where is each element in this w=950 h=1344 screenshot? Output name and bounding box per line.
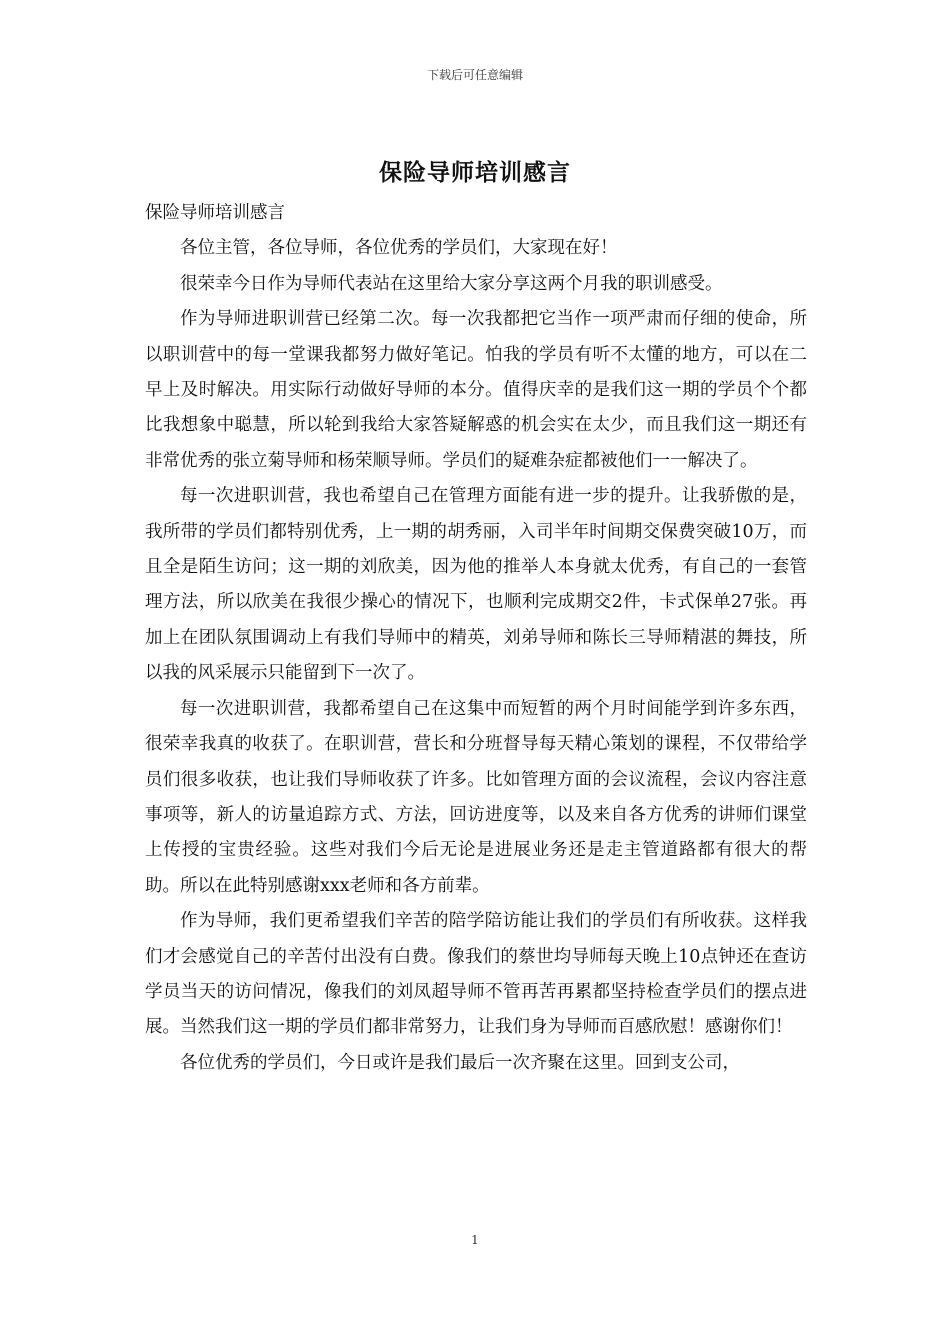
paragraph-intro: 很荣幸今日作为导师代表站在这里给大家分享这两个月我的职训感受。 bbox=[180, 273, 723, 294]
page-number: 1 bbox=[471, 1233, 479, 1247]
document-title: 保险导师培训感言 bbox=[379, 159, 571, 186]
document-body bbox=[145, 196, 807, 1081]
paragraph-mentor-role: 作为导师进职训营已经第二次。每一次我都把它当作一项严肃而仔细的使命，所以职训营中的每一堂课我都努力做好笔记。怕我的学员有听不太懂的地方，可以在二早上及时解决。用实际行动做好导师的本分。值得庆幸的是我们这一期的学员个个都比我想象中聪慧，所以轮到我给大家答疑解惑的机会实在太少，而且我们这一期还有非常优秀的张立菊导师和杨荣顺导师。学员们的疑难杂症都被他们一一解决了。 bbox=[145, 309, 807, 471]
header-note: 下载后可任意编辑 bbox=[426, 68, 523, 82]
paragraph-dedication: 作为导师，我们更希望我们辛苦的陪学陪访能让我们的学员们有所收获。这样我们才会感觉自己的辛苦付出没有白费。像我们的蔡世均导师每天晚上10点钟还在查访学员当天的访问情况，像我们的刘凤超导师不管再苦再累都坚持检查学员们的摆点进展。当然我们这一期的学员们都非常努力，让我们身为导师而百感欣慰！感谢你们！ bbox=[145, 911, 807, 1038]
paragraph-greeting: 各位主管，各位导师，各位优秀的学员们，大家现在好！ bbox=[180, 238, 618, 259]
paragraph-learning: 每一次进职训营，我都希望自己在这集中而短暂的两个月时间能学到许多东西，很荣幸我真的收获了。在职训营，营长和分班督导每天精心策划的课程，不仅带给学员们很多收获，也让我们导师收获了许多。比如管理方面的会议流程，会议内容注意事项等，新人的访量追踪方式、方法，回访进度等，以及来自各方优秀的讲师们课堂上传授的宝贵经验。这些对我们今后无论是进展业务还是走主管道路都有很大的帮助。所以在此特别感谢xxx老师和各方前辈。 bbox=[145, 698, 807, 896]
paragraph-management: 每一次进职训营，我也希望自己在管理方面能有进一步的提升。让我骄傲的是，我所带的学员们都特别优秀，上一期的胡秀丽，入司半年时间期交保费突破10万，而且全是陌生访问；这一期的刘欣美，因为他的推举人本身就太优秀，有自己的一套管理方法，所以欣美在我很少操心的情况下，也顺利完成期交2件，卡式保单27张。再加上在团队氛围调动上有我们导师中的精英，刘弟导师和陈长三导师精湛的舞技，所以我的风采展示只能留到下一次了。 bbox=[145, 486, 807, 684]
paragraph-closing: 各位优秀的学员们，今日或许是我们最后一次齐聚在这里。回到支公司， bbox=[180, 1052, 740, 1073]
document-subtitle: 保险导师培训感言 bbox=[145, 203, 285, 223]
